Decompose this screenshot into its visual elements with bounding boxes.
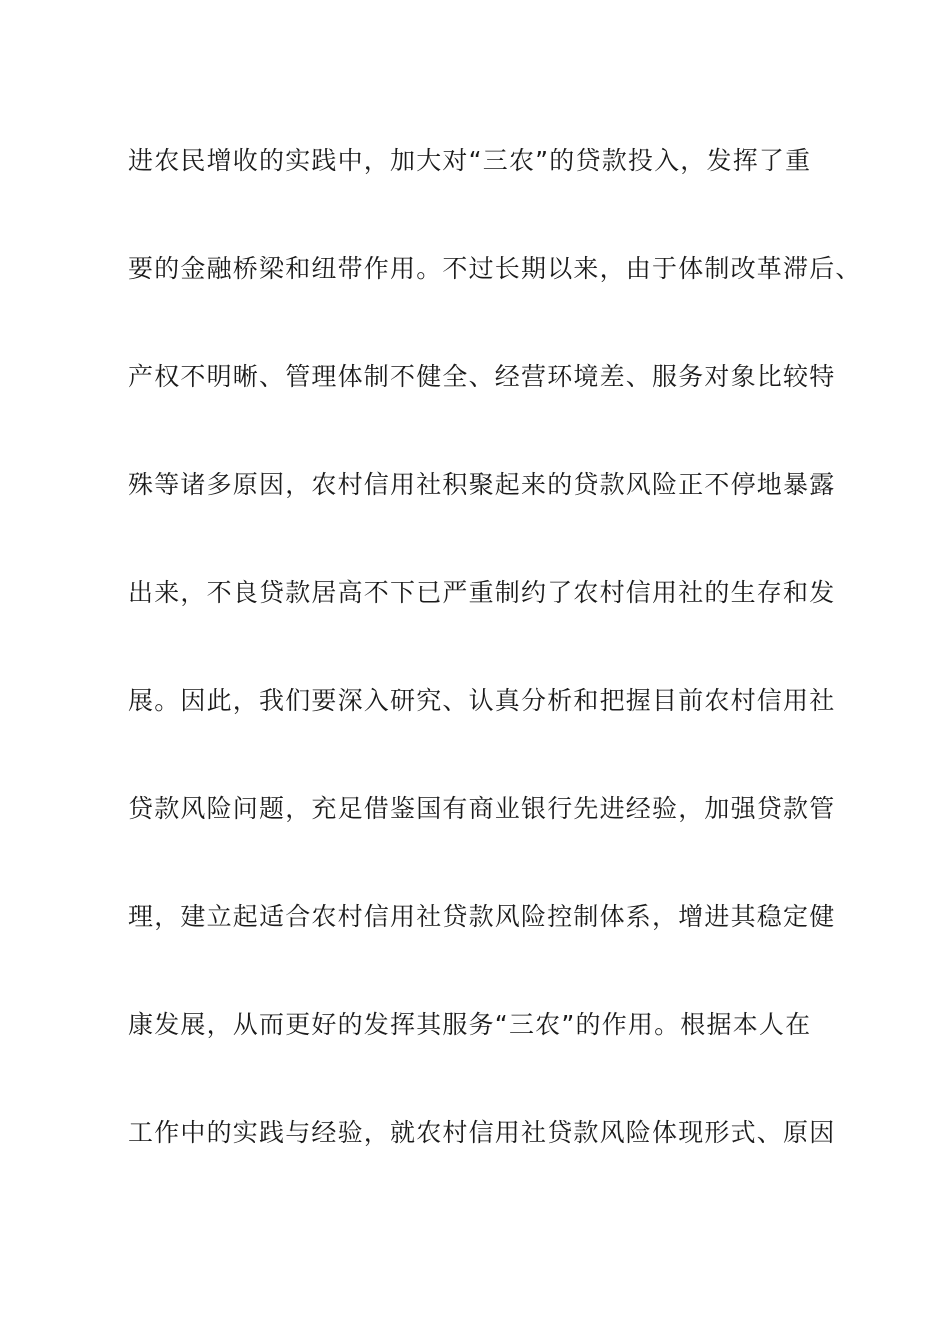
paragraph-line: 展。因此，我们要深入研究、认真分析和把握目前农村信用社	[128, 686, 836, 715]
paragraph-line: 康发展，从而更好的发挥其服务“三农”的作用。根据本人在	[128, 1010, 812, 1039]
paragraph-line: 工作中的实践与经验，就农村信用社贷款风险体现形式、原因	[128, 1118, 836, 1147]
paragraph-line: 要的金融桥梁和纽带作用。不过长期以来，由于体制改革滞后、	[128, 254, 862, 283]
paragraph-line: 进农民增收的实践中，加大对“三农”的贷款投入，发挥了重	[128, 146, 812, 175]
paragraph-line: 贷款风险问题，充足借鉴国有商业银行先进经验，加强贷款管	[128, 794, 836, 823]
paragraph-line: 出来，不良贷款居高不下已严重制约了农村信用社的生存和发	[128, 578, 836, 607]
paragraph-line: 产权不明晰、管理体制不健全、经营环境差、服务对象比较特	[128, 362, 836, 391]
paragraph-line: 殊等诸多原因，农村信用社积聚起来的贷款风险正不停地暴露	[128, 470, 836, 499]
paragraph-line: 理，建立起适合农村信用社贷款风险控制体系，增进其稳定健	[128, 902, 836, 931]
